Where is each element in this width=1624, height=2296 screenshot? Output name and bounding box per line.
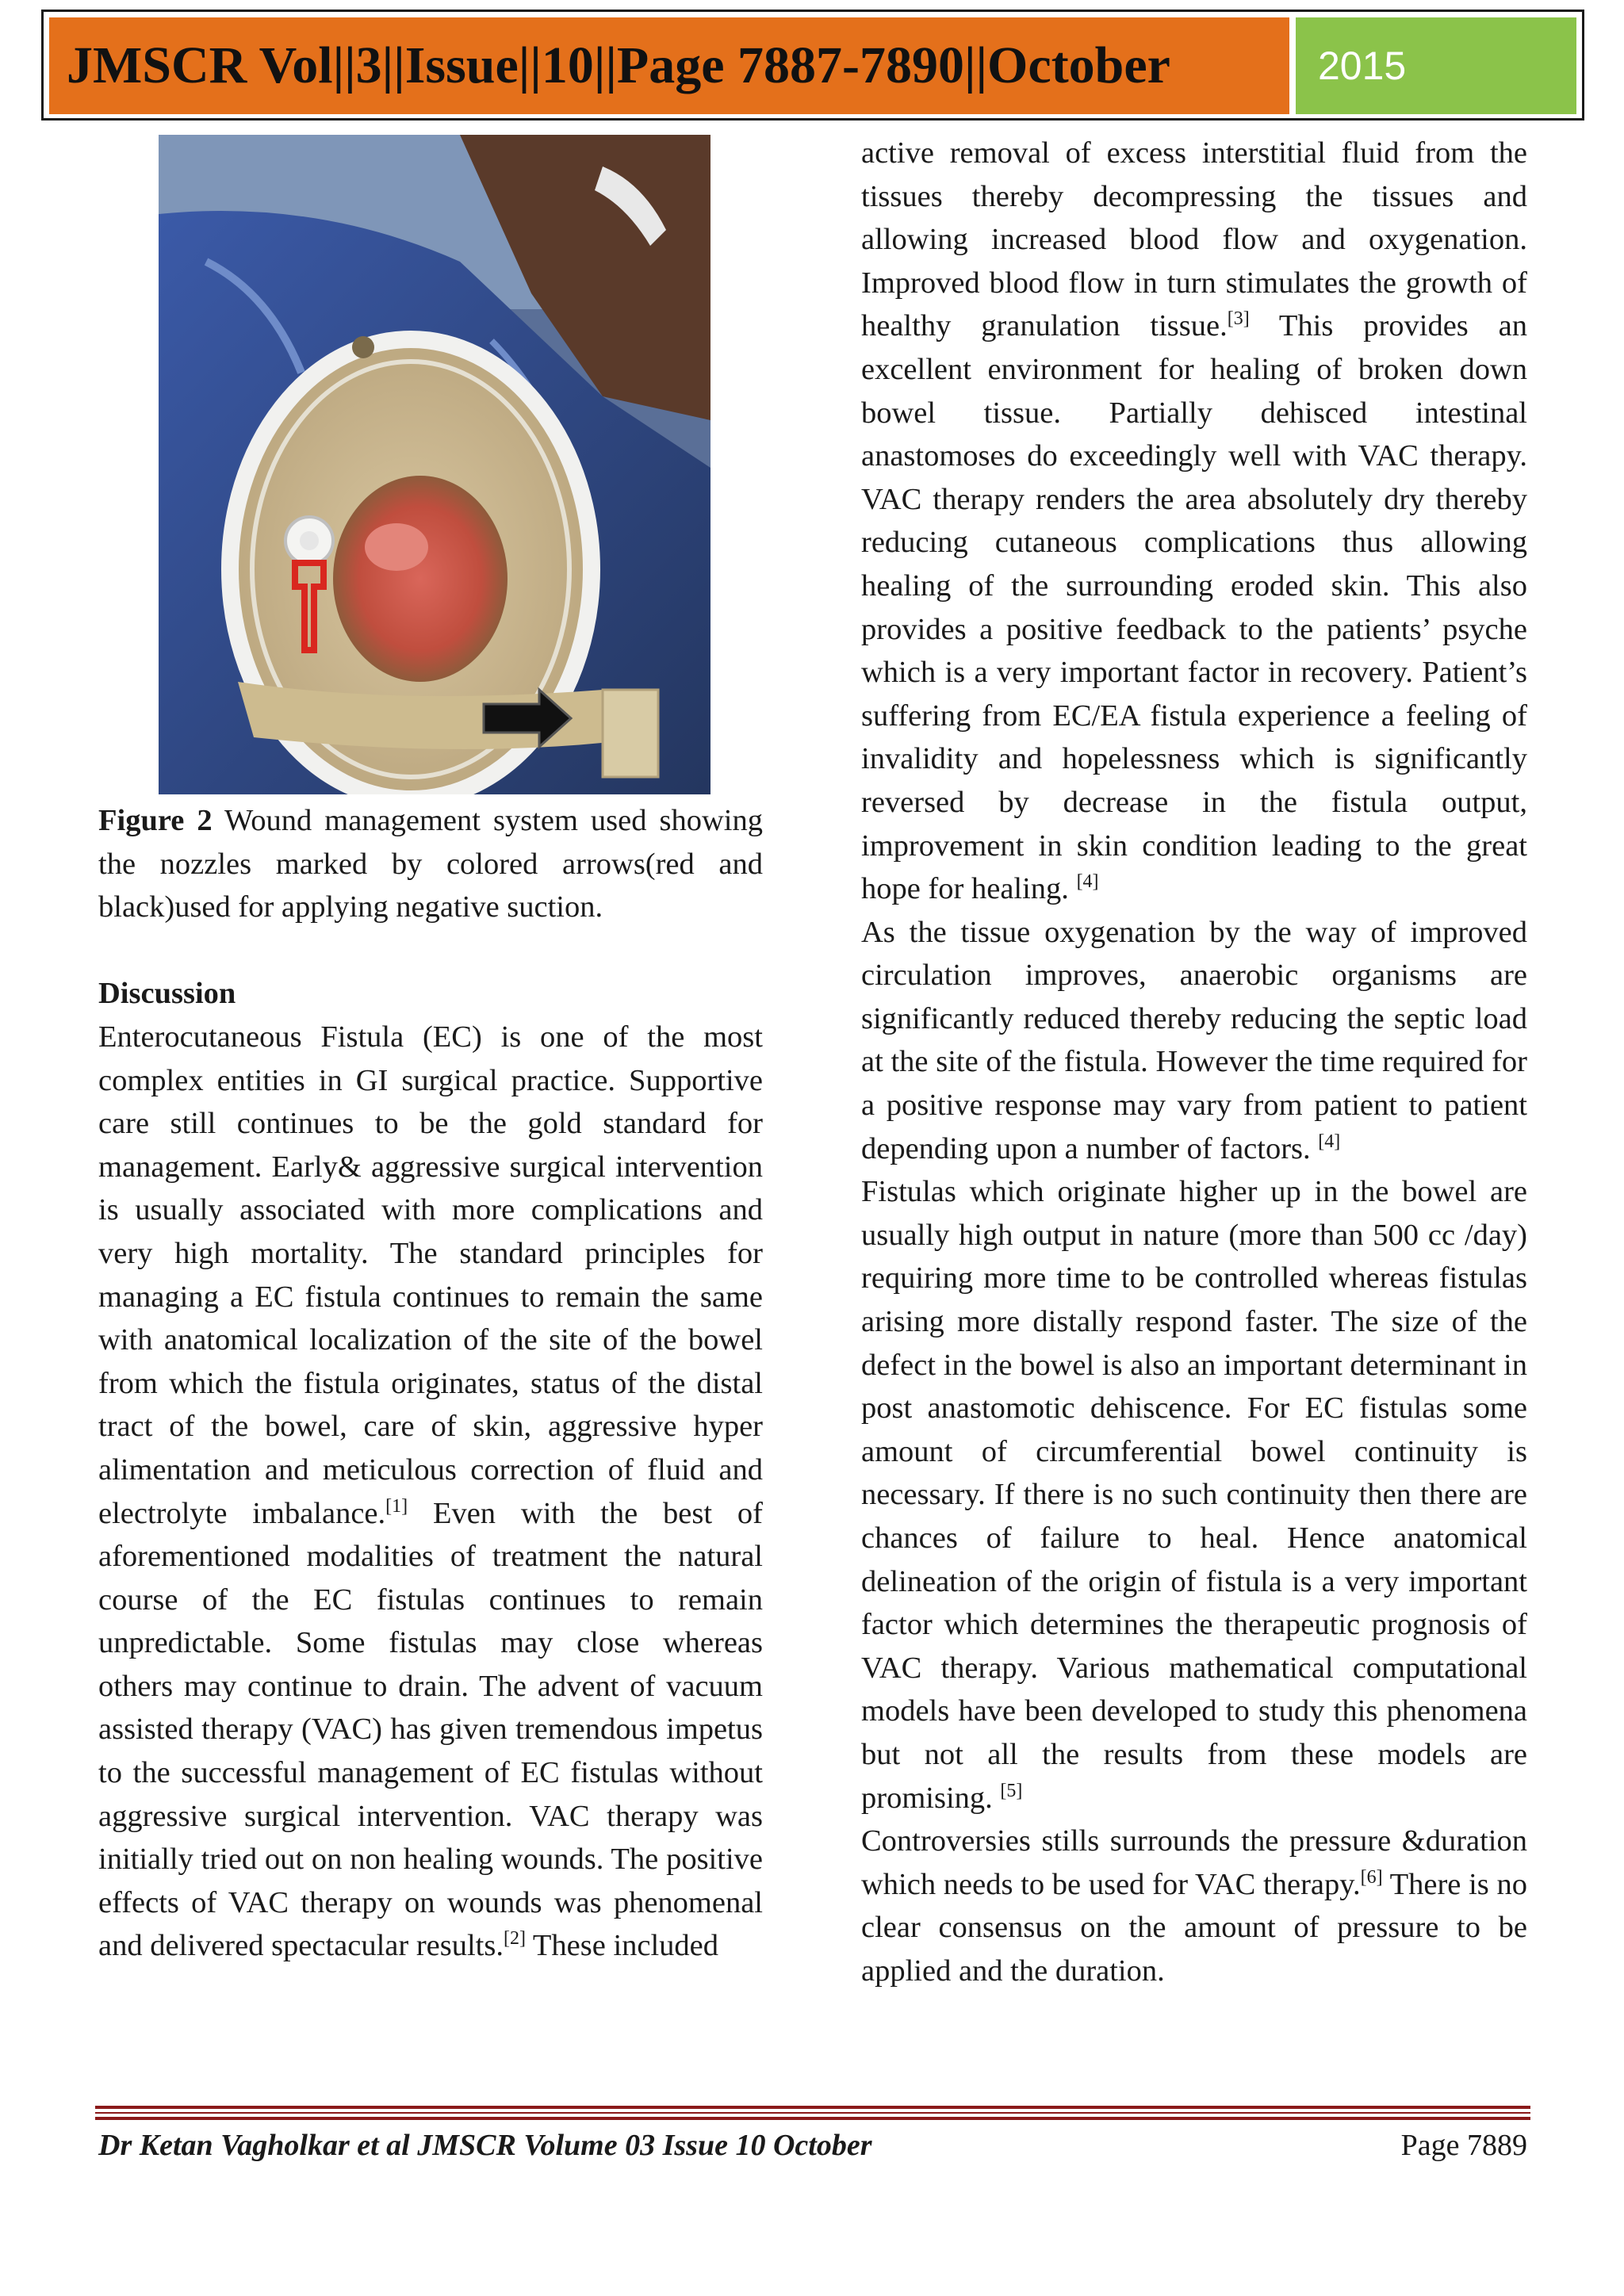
year-bar	[1296, 17, 1576, 114]
citation-3: [3]	[1227, 308, 1250, 330]
journal-title: JMSCR Vol||3||Issue||10||Page 7887-7890||October	[67, 36, 1170, 94]
text-run: Fistulas which originate higher up in the bowel are usually high output in nature (more than 500 cc /day) requiring more time to be controlled whereas fistulas arising more distally respond faster. The size of the defect in the bowel is also an important determinant in post anastomotic dehiscence. For EC fistulas some amount of circumferential bowel continuity is necessary. If there is no such continuity then there are chances of failure to heal. Hence anatomical delineation of the origin of fistula is a very important factor which determines the therapeutic prognosis of VAC therapy. Various mathematical computational models have been developed to study this phenomena but not all the results from these models are promising.	[861, 1175, 1527, 1815]
text-run: active removal of excess interstitial fluid from the tissues thereby decompressing the tissues and allowing increased blood flow and oxygenation. Improved blood flow in turn stimulates the growth of healthy granulation tissue.	[861, 136, 1527, 343]
citation-2: [2]	[503, 1928, 526, 1950]
citation-6: [6]	[1360, 1866, 1383, 1888]
text-run: This provides an excellent environment for healing of broken down bowel tissue. Partially dehisced intestinal anastomoses do exceedingly well with VAC therapy. VAC therapy renders the area absolutely dry thereby reducing cutaneous complications thus allowing healing of the surrounding eroded skin. This also provides a positive feedback to the patients’ psyche which is a very important factor in recovery. Patient’s suffering from EC/EA fistula experience a feeling of invalidity and hopelessness which is significantly reversed by decrease in the fistula output, improvement in skin condition leading to the great hope for healing.	[861, 309, 1527, 906]
citation-4b: [4]	[1318, 1131, 1341, 1152]
left-column	[98, 799, 763, 1968]
section-heading-discussion: Discussion	[98, 977, 236, 1011]
footer-page-number: Page 7889	[1400, 2129, 1527, 2162]
discussion-paragraph-1	[98, 1016, 763, 1968]
footer-rule	[95, 2117, 1530, 2120]
discussion-paragraph-3	[861, 1170, 1527, 1820]
text-run: Even with the best of aforementioned modalities of treatment the natural course of the EC fistulas continues to remain unpredictable. Some fistulas may close whereas others may continue to drain. The advent of vacuum assisted therapy (VAC) has given tremendous impetus to the successful management of EC fistulas without aggressive surgical intervention. VAC therapy was initially tried out on non healing wounds. The positive effects of VAC therapy on wounds was phenomenal and delivered spectacular results.	[98, 1496, 763, 1963]
citation-4: [4]	[1076, 871, 1099, 893]
journal-title-bar	[49, 17, 1289, 114]
journal-year: 2015	[1318, 44, 1407, 88]
footer-rule	[95, 2112, 1530, 2114]
footer-author-line: Dr Ketan Vagholkar et al JMSCR Volume 03 Issue 10 October	[98, 2129, 872, 2162]
text-run: These included	[525, 1929, 719, 1963]
figure-caption	[98, 799, 763, 929]
text-run: As the tissue oxygenation by the way of improved circulation improves, anaerobic organisms are significantly reduced thereby reducing the septic load at the site of the fistula. However the time required for a positive response may vary from patient to patient depending upon a number of factors.	[861, 915, 1527, 1165]
figure-caption-text: Wound management system used showing the nozzles marked by colored arrows(red and black)used for applying negative suction.	[98, 804, 763, 924]
discussion-paragraph-continued	[861, 132, 1527, 911]
right-column	[861, 132, 1527, 1993]
wound-management-illustration	[159, 135, 710, 794]
text-run: Controversies stills surrounds the pressure &duration which needs to be used for VAC therapy.	[861, 1824, 1527, 1901]
discussion-paragraph-4	[861, 1820, 1527, 1992]
citation-1: [1]	[385, 1495, 408, 1517]
footer-rule	[95, 2106, 1530, 2109]
figure-2-photo	[159, 135, 710, 794]
figure-label: Figure 2	[98, 804, 213, 837]
discussion-paragraph-2	[861, 911, 1527, 1171]
text-run: There is no clear consensus on the amount of pressure to be applied and the duration.	[861, 1867, 1527, 1988]
citation-5: [5]	[1000, 1780, 1023, 1801]
text-run: Enterocutaneous Fistula (EC) is one of the most complex entities in GI surgical practice. Supportive care still continues to be the gold standard for management. Early& aggressive surgical intervention is usually associated with more complications and very high mortality. The standard principles for managing a EC fistula continues to remain the same with anatomical localization of the site of the bowel from which the fistula originates, status of the distal tract of the bowel, care of skin, aggressive hyper alimentation and meticulous correction of fluid and electrolyte imbalance.	[98, 1020, 763, 1530]
